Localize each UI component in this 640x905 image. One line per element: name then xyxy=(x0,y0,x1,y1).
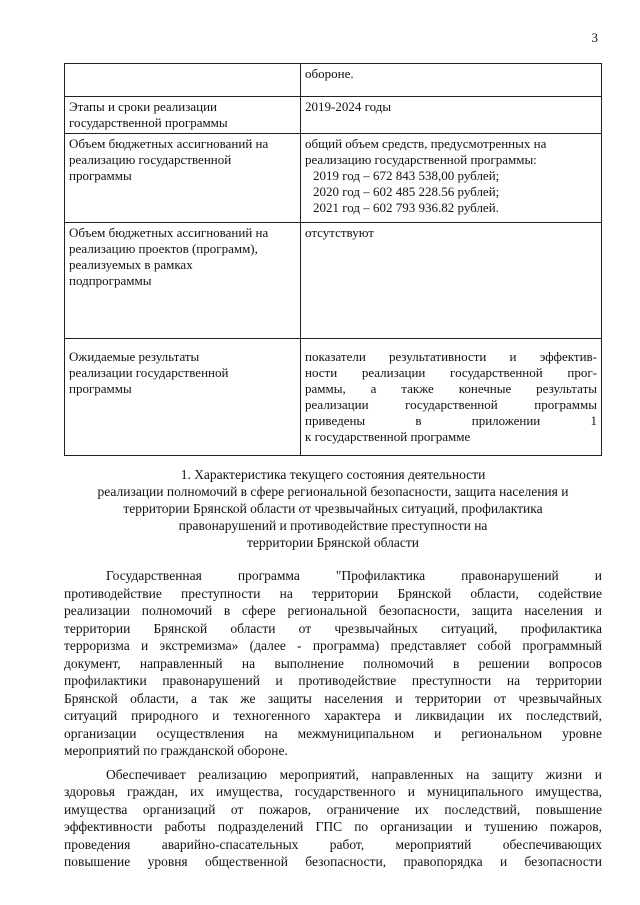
label-line: Ожидаемые результаты xyxy=(69,349,200,364)
body-text xyxy=(64,567,602,871)
row-label-cell xyxy=(65,223,301,339)
text-line: реализации полномочий в сфере региональной безопасности, защита населения и xyxy=(64,603,602,618)
paragraph-1 xyxy=(64,567,602,760)
budget-year-line: 2021 год – 602 793 936.82 рублей. xyxy=(313,200,499,215)
label-line: реализации государственной xyxy=(69,365,229,380)
label-line: подпрограммы xyxy=(69,273,152,288)
text-line: ситуаций природного и техногенного характера и ликвидации их последствий, xyxy=(64,708,602,723)
section-title-line: правонарушений и противодействие преступности на xyxy=(178,518,488,533)
section-title-line: реализации полномочий в сфере региональной безопасности, защита населения и xyxy=(97,484,569,499)
row-value-cell: 2019-2024 годы xyxy=(301,97,602,134)
section-title-line: 1. Характеристика текущего состояния деятельности xyxy=(180,467,486,482)
label-line: реализуемых в рамках xyxy=(69,257,193,272)
text-line: эффективности работы подразделений ГПС по организации и тушению пожаров, xyxy=(64,819,602,834)
section-title-line: территории Брянской области xyxy=(247,535,419,550)
text-line: Брянской области, а так же защиты населения и территории от чрезвычайных xyxy=(64,690,602,706)
row-value-cell: отсутствуют xyxy=(301,223,602,339)
label-line: реализацию проектов (программ), xyxy=(69,241,258,256)
text-line: организации осуществления на межмуниципальном и региональном уровне xyxy=(64,725,602,741)
text-line: повышение уровня общественной безопасности, правопорядка и безопасности xyxy=(64,854,602,869)
program-passport-table xyxy=(64,63,602,456)
text-line: Государственная программа "Профилактика правонарушений и xyxy=(106,568,602,583)
table-row xyxy=(65,97,602,134)
value-line: к государственной программе xyxy=(305,429,471,444)
row-label-cell xyxy=(65,134,301,223)
budget-year-line: 2020 год – 602 485 228.56 рублей; xyxy=(313,184,500,199)
text-line: документ, направленный на выполнение полномочий в решении вопросов xyxy=(64,655,602,671)
label-line: Объем бюджетных ассигнований на xyxy=(69,136,269,151)
label-line: программы xyxy=(69,168,132,183)
label-line: Этапы и сроки реализации xyxy=(69,99,217,114)
value-line: реализации государственной программы xyxy=(305,397,597,412)
text-line: мероприятий по гражданской обороне. xyxy=(64,743,288,758)
paragraph-2 xyxy=(64,766,602,871)
label-line: программы xyxy=(69,381,132,396)
row-value-cell xyxy=(301,339,602,456)
value-line: приведены в приложении 1 xyxy=(305,413,597,428)
text-line: имущества организаций от пожаров, ограничение их последствий, повышение xyxy=(64,801,602,817)
table-row xyxy=(65,134,602,223)
text-line: территории Брянской области от чрезвычайных ситуаций, профилактика xyxy=(64,620,602,636)
value-line: общий объем средств, предусмотренных на xyxy=(305,136,547,151)
row-label-cell xyxy=(65,339,301,456)
value-line: реализацию государственной программы: xyxy=(305,152,537,167)
value-line: ности реализации государственной прог- xyxy=(305,365,597,380)
value-line: раммы, а также конечные результаты xyxy=(305,381,597,396)
table-row xyxy=(65,223,602,339)
value-line: показатели результативности и эффектив- xyxy=(305,349,597,364)
row-label-cell xyxy=(65,64,301,97)
row-value-cell: обороне. xyxy=(301,64,602,97)
text-line: противодействие преступности на территории Брянской области, содействие xyxy=(64,585,602,601)
label-line: реализацию государственной xyxy=(69,152,232,167)
label-line: Объем бюджетных ассигнований на xyxy=(69,225,269,240)
section-title-line: территории Брянской области от чрезвычайных ситуаций, профилактика xyxy=(123,501,543,516)
text-line: проведения аварийно-спасательных работ, мероприятий обеспечивающих xyxy=(64,836,602,852)
table-row xyxy=(65,339,602,456)
page-number: 3 xyxy=(591,30,598,45)
budget-year-line: 2019 год – 672 843 538,00 рублей; xyxy=(313,168,500,183)
text-line: терроризма и экстремизма» (далее - программа) представляет собой программный xyxy=(64,638,602,653)
label-line: государственной программы xyxy=(69,115,228,130)
text-line: профилактики правонарушений и противодействие преступности на территории xyxy=(64,673,602,688)
text-line: здоровья граждан, их имущества, государственного и муниципального имущества, xyxy=(64,784,602,799)
row-value-cell xyxy=(301,134,602,223)
section-title xyxy=(64,466,602,551)
table-row xyxy=(65,64,602,97)
row-label-cell xyxy=(65,97,301,134)
text-line: Обеспечивает реализацию мероприятий, направленных на защиту жизни и xyxy=(106,766,602,782)
